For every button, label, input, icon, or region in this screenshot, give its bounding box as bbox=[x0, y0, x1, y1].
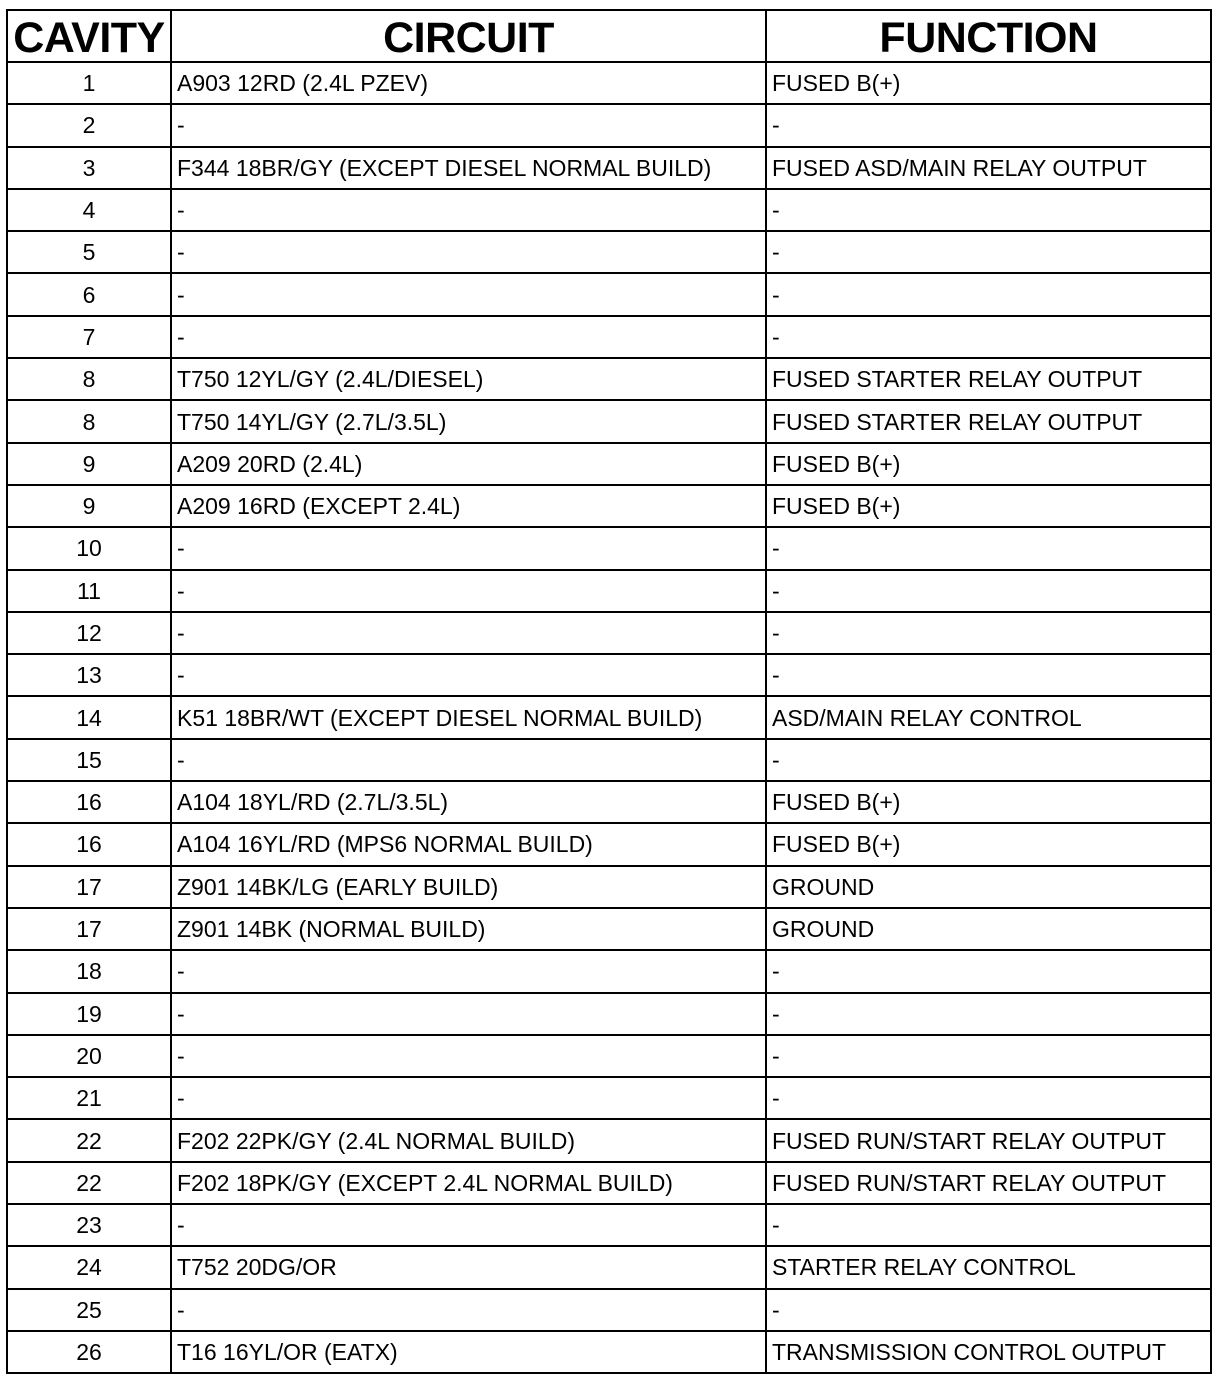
circuit-cell: A104 18YL/RD (2.7L/3.5L) bbox=[171, 781, 766, 823]
circuit-cell: - bbox=[171, 1289, 766, 1331]
cavity-cell: 23 bbox=[7, 1204, 171, 1246]
function-cell: GROUND bbox=[766, 908, 1211, 950]
circuit-cell: - bbox=[171, 316, 766, 358]
circuit-cell: - bbox=[171, 1204, 766, 1246]
circuit-cell: A209 16RD (EXCEPT 2.4L) bbox=[171, 485, 766, 527]
table-row bbox=[7, 231, 1211, 273]
cavity-cell: 7 bbox=[7, 316, 171, 358]
circuit-cell: - bbox=[171, 104, 766, 146]
cavity-cell: 9 bbox=[7, 443, 171, 485]
table-row bbox=[7, 866, 1211, 908]
table-row bbox=[7, 104, 1211, 146]
table-row bbox=[7, 1289, 1211, 1331]
function-cell: - bbox=[766, 612, 1211, 654]
function-cell: - bbox=[766, 993, 1211, 1035]
circuit-cell: F344 18BR/GY (EXCEPT DIESEL NORMAL BUILD) bbox=[171, 147, 766, 189]
table-row bbox=[7, 189, 1211, 231]
cavity-cell: 24 bbox=[7, 1246, 171, 1288]
function-cell: FUSED RUN/START RELAY OUTPUT bbox=[766, 1162, 1211, 1204]
table-row bbox=[7, 485, 1211, 527]
circuit-cell: - bbox=[171, 189, 766, 231]
circuit-cell: F202 18PK/GY (EXCEPT 2.4L NORMAL BUILD) bbox=[171, 1162, 766, 1204]
cavity-cell: 12 bbox=[7, 612, 171, 654]
table-row bbox=[7, 1077, 1211, 1119]
header-circuit: CIRCUIT bbox=[171, 10, 766, 62]
function-cell: ASD/MAIN RELAY CONTROL bbox=[766, 696, 1211, 738]
circuit-cell: - bbox=[171, 570, 766, 612]
cavity-cell: 21 bbox=[7, 1077, 171, 1119]
function-cell: FUSED STARTER RELAY OUTPUT bbox=[766, 400, 1211, 442]
table-row bbox=[7, 1035, 1211, 1077]
table-row bbox=[7, 696, 1211, 738]
function-cell: - bbox=[766, 104, 1211, 146]
circuit-cell: - bbox=[171, 739, 766, 781]
function-cell: - bbox=[766, 1077, 1211, 1119]
circuit-cell: Z901 14BK/LG (EARLY BUILD) bbox=[171, 866, 766, 908]
circuit-cell: T752 20DG/OR bbox=[171, 1246, 766, 1288]
circuit-cell: - bbox=[171, 1035, 766, 1077]
function-cell: - bbox=[766, 739, 1211, 781]
function-cell: FUSED B(+) bbox=[766, 781, 1211, 823]
function-cell: - bbox=[766, 273, 1211, 315]
cavity-cell: 19 bbox=[7, 993, 171, 1035]
table-row bbox=[7, 823, 1211, 865]
circuit-cell: T16 16YL/OR (EATX) bbox=[171, 1331, 766, 1373]
cavity-cell: 6 bbox=[7, 273, 171, 315]
circuit-cell: T750 14YL/GY (2.7L/3.5L) bbox=[171, 400, 766, 442]
circuit-cell: - bbox=[171, 1077, 766, 1119]
circuit-cell: - bbox=[171, 993, 766, 1035]
cavity-cell: 13 bbox=[7, 654, 171, 696]
table-row bbox=[7, 527, 1211, 569]
circuit-cell: - bbox=[171, 231, 766, 273]
cavity-cell: 14 bbox=[7, 696, 171, 738]
circuit-cell: A104 16YL/RD (MPS6 NORMAL BUILD) bbox=[171, 823, 766, 865]
cavity-cell: 2 bbox=[7, 104, 171, 146]
circuit-cell: - bbox=[171, 950, 766, 992]
cavity-cell: 4 bbox=[7, 189, 171, 231]
function-cell: FUSED STARTER RELAY OUTPUT bbox=[766, 358, 1211, 400]
table-header-row bbox=[7, 10, 1211, 62]
function-cell: GROUND bbox=[766, 866, 1211, 908]
table-row bbox=[7, 1246, 1211, 1288]
function-cell: TRANSMISSION CONTROL OUTPUT bbox=[766, 1331, 1211, 1373]
table-row bbox=[7, 1119, 1211, 1161]
cavity-cell: 3 bbox=[7, 147, 171, 189]
function-cell: FUSED ASD/MAIN RELAY OUTPUT bbox=[766, 147, 1211, 189]
circuit-cell: - bbox=[171, 612, 766, 654]
table-row bbox=[7, 739, 1211, 781]
cavity-cell: 8 bbox=[7, 400, 171, 442]
circuit-cell: K51 18BR/WT (EXCEPT DIESEL NORMAL BUILD) bbox=[171, 696, 766, 738]
function-cell: - bbox=[766, 316, 1211, 358]
function-cell: FUSED RUN/START RELAY OUTPUT bbox=[766, 1119, 1211, 1161]
function-cell: FUSED B(+) bbox=[766, 485, 1211, 527]
connector-pinout-table-container bbox=[6, 9, 1210, 1374]
cavity-cell: 25 bbox=[7, 1289, 171, 1331]
cavity-cell: 1 bbox=[7, 62, 171, 104]
cavity-cell: 22 bbox=[7, 1162, 171, 1204]
cavity-cell: 9 bbox=[7, 485, 171, 527]
table-row bbox=[7, 781, 1211, 823]
circuit-cell: Z901 14BK (NORMAL BUILD) bbox=[171, 908, 766, 950]
table-row bbox=[7, 570, 1211, 612]
function-cell: - bbox=[766, 189, 1211, 231]
table-row bbox=[7, 358, 1211, 400]
function-cell: - bbox=[766, 570, 1211, 612]
circuit-cell: F202 22PK/GY (2.4L NORMAL BUILD) bbox=[171, 1119, 766, 1161]
table-row bbox=[7, 400, 1211, 442]
circuit-cell: A903 12RD (2.4L PZEV) bbox=[171, 62, 766, 104]
table-row bbox=[7, 654, 1211, 696]
circuit-cell: - bbox=[171, 654, 766, 696]
function-cell: - bbox=[766, 1204, 1211, 1246]
cavity-cell: 11 bbox=[7, 570, 171, 612]
table-row bbox=[7, 1331, 1211, 1373]
cavity-cell: 15 bbox=[7, 739, 171, 781]
table-row bbox=[7, 273, 1211, 315]
cavity-cell: 17 bbox=[7, 908, 171, 950]
cavity-cell: 10 bbox=[7, 527, 171, 569]
table-body bbox=[7, 62, 1211, 1373]
connector-pinout-table bbox=[6, 9, 1212, 1374]
circuit-cell: - bbox=[171, 527, 766, 569]
function-cell: FUSED B(+) bbox=[766, 443, 1211, 485]
cavity-cell: 16 bbox=[7, 823, 171, 865]
table-row bbox=[7, 147, 1211, 189]
cavity-cell: 20 bbox=[7, 1035, 171, 1077]
function-cell: - bbox=[766, 527, 1211, 569]
function-cell: FUSED B(+) bbox=[766, 62, 1211, 104]
header-cavity: CAVITY bbox=[7, 10, 171, 62]
cavity-cell: 17 bbox=[7, 866, 171, 908]
table-row bbox=[7, 612, 1211, 654]
cavity-cell: 18 bbox=[7, 950, 171, 992]
table-row bbox=[7, 1162, 1211, 1204]
function-cell: - bbox=[766, 231, 1211, 273]
table-row bbox=[7, 316, 1211, 358]
circuit-cell: A209 20RD (2.4L) bbox=[171, 443, 766, 485]
function-cell: - bbox=[766, 1289, 1211, 1331]
cavity-cell: 16 bbox=[7, 781, 171, 823]
table-row bbox=[7, 908, 1211, 950]
cavity-cell: 5 bbox=[7, 231, 171, 273]
header-function: FUNCTION bbox=[766, 10, 1211, 62]
circuit-cell: T750 12YL/GY (2.4L/DIESEL) bbox=[171, 358, 766, 400]
table-row bbox=[7, 62, 1211, 104]
circuit-cell: - bbox=[171, 273, 766, 315]
table-row bbox=[7, 1204, 1211, 1246]
function-cell: STARTER RELAY CONTROL bbox=[766, 1246, 1211, 1288]
cavity-cell: 26 bbox=[7, 1331, 171, 1373]
function-cell: - bbox=[766, 950, 1211, 992]
table-row bbox=[7, 950, 1211, 992]
function-cell: FUSED B(+) bbox=[766, 823, 1211, 865]
function-cell: - bbox=[766, 654, 1211, 696]
table-row bbox=[7, 993, 1211, 1035]
table-row bbox=[7, 443, 1211, 485]
cavity-cell: 22 bbox=[7, 1119, 171, 1161]
function-cell: - bbox=[766, 1035, 1211, 1077]
cavity-cell: 8 bbox=[7, 358, 171, 400]
